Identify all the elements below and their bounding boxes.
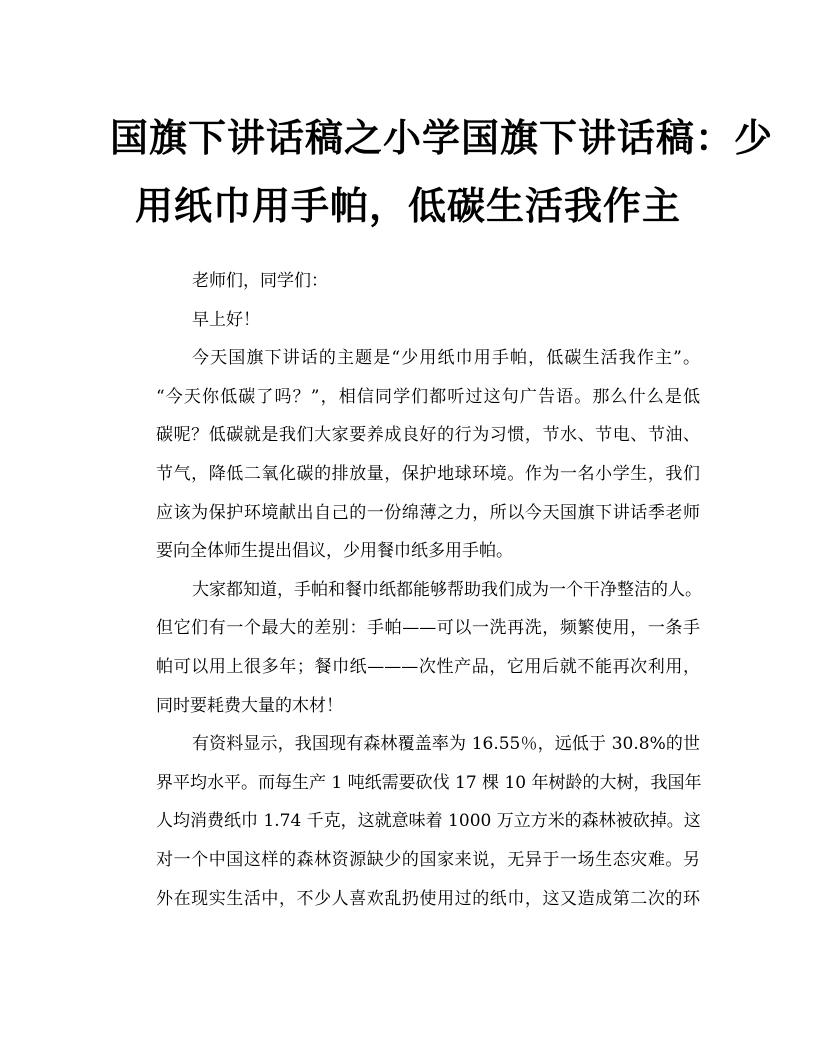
salutation-paragraph	[120, 301, 700, 340]
paragraph-line: 有资料显示，我国现有森林覆盖率为 16.55％，远低于 30.8%的世	[192, 734, 700, 755]
paragraph-line: 大家都知道，手帕和餐巾纸都能够帮助我们成为一个干净整洁的人。	[192, 579, 702, 600]
paragraph-line: 但它们有一个最大的差别：手帕——可以一洗再洗，频繁使用，一条手	[156, 618, 700, 639]
paragraph-line: 帕可以用上很多年；餐巾纸———次性产品，它用后就不能再次利用，	[156, 656, 700, 677]
greeting-paragraph	[120, 262, 700, 301]
paragraph-line: 碳呢？低碳就是我们大家要养成良好的行为习惯，节水、节电、节油、	[156, 425, 700, 446]
paragraph-line: 应该为保护环境献出自己的一份绵薄之力，所以今天国旗下讲话季老师	[156, 502, 700, 523]
greeting-text: 老师们，同学们：	[192, 271, 328, 291]
paragraph-topic	[120, 339, 700, 571]
paragraph-line: 要向全体师生提出倡议，少用餐巾纸多用手帕。	[156, 541, 513, 562]
paragraph-line: 今天国旗下讲话的主题是“少用纸巾用手帕，低碳生活我作主”。	[192, 348, 700, 369]
paragraph-handkerchief	[120, 571, 700, 725]
document-body	[120, 262, 700, 918]
paragraph-line: 同时要耗费大量的木材！	[156, 695, 343, 716]
paragraph-line: 人均消费纸巾 1.74 千克，这就意味着 1000 万立方米的森林被砍掉。这	[156, 811, 701, 832]
paragraph-line: 外在现实生活中，不少人喜欢乱扔使用过的纸巾，这又造成第二次的环	[156, 888, 700, 909]
paragraph-line: “今天你低碳了吗？”，相信同学们都听过这句广告语。那么什么是低	[156, 386, 700, 407]
paragraph-statistics	[120, 725, 700, 918]
title-line-2: 用纸巾用手帕，低碳生活我作主	[134, 183, 681, 228]
document-title	[110, 104, 774, 240]
paragraph-line: 节气，降低二氧化碳的排放量，保护地球环境。作为一名小学生，我们	[156, 463, 700, 484]
paragraph-line: 界平均水平。而每生产 1 吨纸需要砍伐 17 棵 10 年树龄的大树，我国年	[156, 772, 702, 793]
salutation-text: 早上好！	[192, 309, 260, 330]
paragraph-line: 对一个中国这样的森林资源缺少的国家来说，无异于一场生态灾难。另	[156, 849, 700, 870]
title-line-1: 国旗下讲话稿之小学国旗下讲话稿：少	[110, 115, 774, 160]
